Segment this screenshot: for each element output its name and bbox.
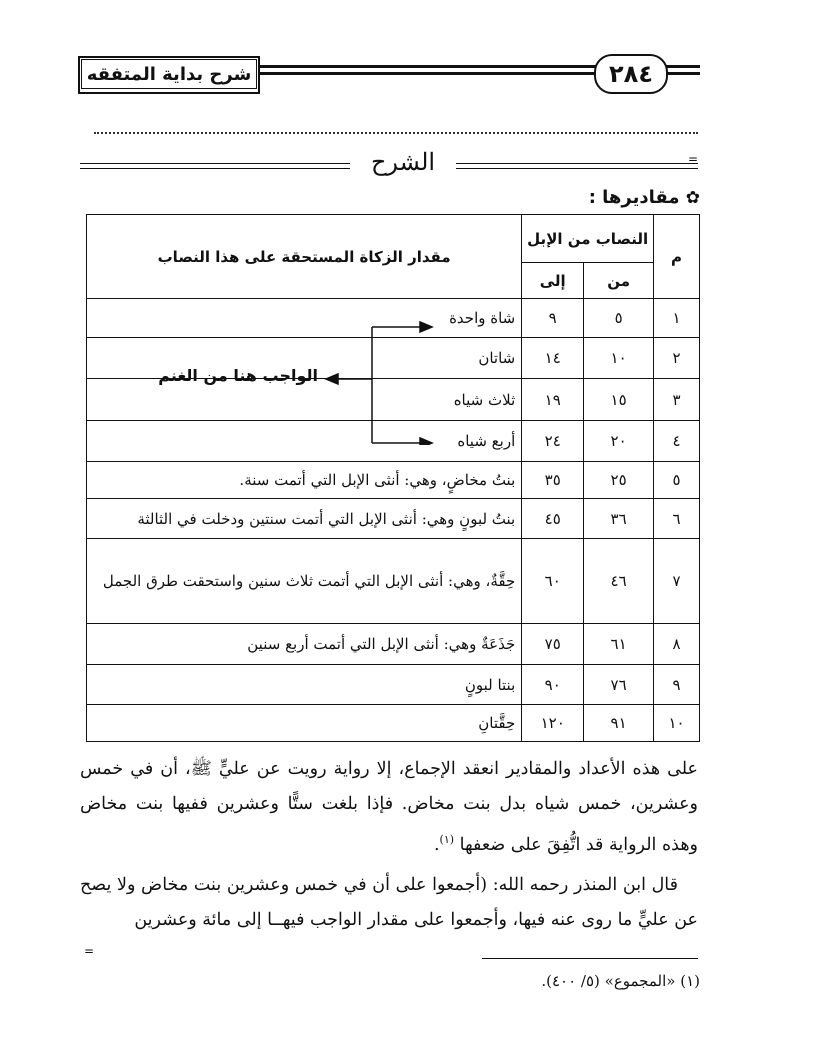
table-row: ٧ ٤٦ ٦٠ حِقَّةٌ، وهي: أنثى الإبل التي أتمت ثلاث سنين واستحقت طرق الجمل — [87, 539, 700, 624]
amount-text: جَذَعَةٌ وهي: أنثى الإبل التي أتمت أربع سنين — [247, 635, 516, 653]
bracket-annotation: الواجب هنا من الغنم — [158, 366, 318, 385]
amount-text: شاتان — [478, 349, 516, 367]
flower-bullet-icon: ✿ — [685, 188, 700, 208]
table-row: ٩ ٧٦ ٩٠ بنتا لبونٍ — [87, 665, 700, 705]
equals-mark: = — [688, 152, 699, 166]
footnote-rule — [482, 958, 698, 959]
table-row: ٥ ٢٥ ٣٥ بنتُ مخاضٍ، وهي: أنثى الإبل التي أتمت سنة. — [87, 462, 700, 499]
title-rule-right — [456, 163, 698, 169]
paragraph-1: على هذه الأعداد والمقادير انعقد الإجماع، إلا رواية رويت عن عليٍّ ﷺ، أن في خمس وعشرين، خمس شياه بدل بنت مخاض. فإذا بلغت ستًّا وعشرين ففيها بنت مخاض وهذه الرواية قد اتُّفِقَ على ضعفها $^{(١)}$. — [80, 759, 698, 855]
paragraph-2: قال ابن المنذر رحمه الله: (أجمعوا على أن في خمس وعشرين بنت مخاض ولا يصح عن عليٍّ ما روى عنه فيها، وأجمعوا على مقدار الواجب فيهــا إلى مائة وعشرين — [80, 875, 698, 930]
table-row: ٨ ٦١ ٧٥ جَذَعَةٌ وهي: أنثى الإبل التي أتمت أربع سنين — [87, 624, 700, 665]
book-title-box — [78, 56, 260, 94]
table-row: ٦ ٣٦ ٤٥ بنتُ لبونٍ وهي: أنثى الإبل التي أتمت سنتين ودخلت في الثالثة — [87, 499, 700, 539]
page-number: ٢٨٤ — [594, 54, 668, 94]
amount-text: ثلاث شياه — [453, 390, 516, 409]
arrow-left-icon — [326, 374, 338, 384]
table-row: ١ ٥ ٩ شاة واحدة — [87, 299, 700, 338]
subheading: ✿ مقاديرها : — [588, 187, 700, 208]
footnote: (١) «المجموع» (٥/ ٤٠٠). — [541, 972, 700, 990]
title-rule-left — [80, 163, 350, 169]
table-row: ٢ ١٠ ١٤ شاتان — [87, 338, 700, 379]
equals-mark-bottom: = — [84, 944, 95, 958]
book-title: شرح بداية المتفقه — [86, 63, 252, 85]
col-to-header: إلى — [522, 263, 584, 299]
amount-text: بنتُ مخاضٍ، وهي: أنثى الإبل التي أتمت سنة. — [239, 471, 516, 489]
col-nisab-header: النصاب من الإبل — [522, 215, 654, 263]
amount-text: حِقَّتانِ — [478, 714, 516, 732]
table-row: ١٠ ٩١ ١٢٠ حِقَّتانِ — [87, 705, 700, 742]
amount-text: أربع شياه — [457, 432, 516, 450]
section-title: الشرح — [370, 148, 436, 176]
table-row: ٤ ٢٠ ٢٤ أربع شياه — [87, 421, 700, 462]
amount-text: بنتا لبونٍ — [464, 675, 516, 694]
col-amount-header: مقدار الزكاة المستحقة على هذا النصاب — [87, 215, 522, 299]
header-rule-right — [664, 65, 700, 75]
arrow-right-icon — [420, 322, 432, 332]
col-from-header: من — [584, 263, 654, 299]
col-index-header: م — [654, 215, 700, 299]
arrow-right-icon — [420, 438, 432, 445]
footnote-ref: (١) — [439, 833, 455, 846]
header-rule — [258, 65, 598, 75]
amount-text: بنتُ لبونٍ وهي: أنثى الإبل التي أتمت سنتين ودخلت في الثالثة — [137, 509, 516, 528]
table-row: ٣ ١٥ ١٩ ثلاث شياه — [87, 379, 700, 421]
zakat-table — [86, 214, 700, 742]
amount-text: حِقَّةٌ، وهي: أنثى الإبل التي أتمت ثلاث سنين واستحقت طرق الجمل — [102, 572, 516, 590]
amount-text: شاة واحدة — [449, 309, 516, 327]
dotted-divider — [94, 132, 698, 134]
bracket-arrows — [320, 315, 440, 445]
